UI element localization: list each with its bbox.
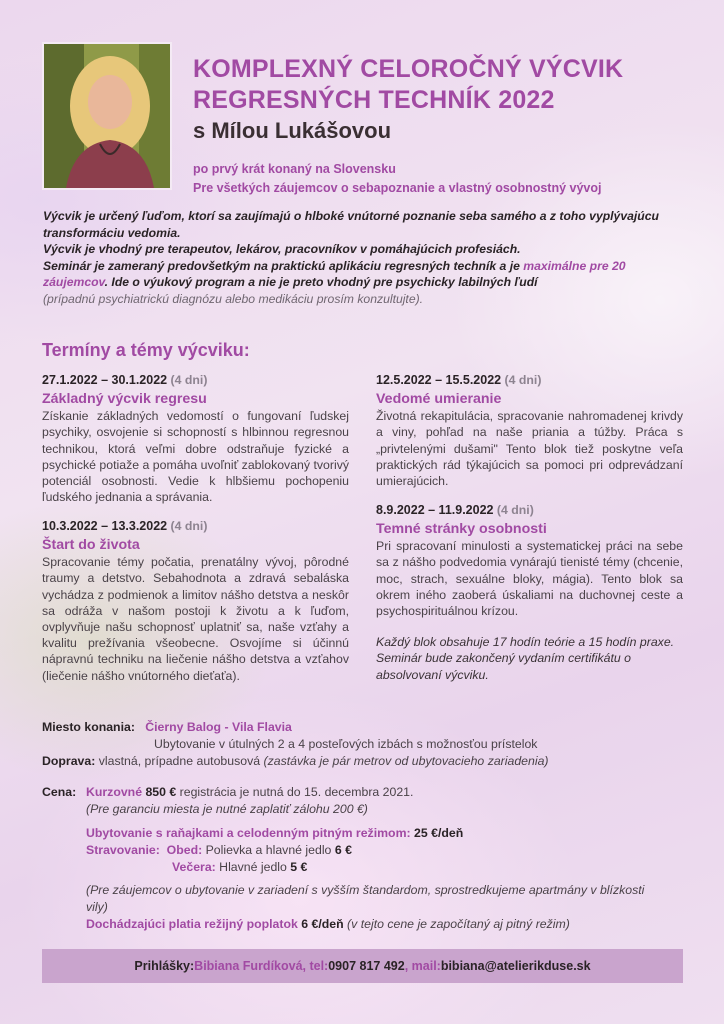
title-line-2: REGRESNÝCH TECHNÍK 2022 [193, 86, 555, 114]
footer-label: Prihlášky: [134, 959, 195, 973]
title-line-1: KOMPLEXNÝ CELOROČNÝ VÝCVIK [193, 55, 624, 83]
block-days: (4 dni) [170, 519, 208, 533]
page-title [193, 54, 693, 116]
price-label-text: Cena: [42, 785, 77, 799]
dinner-price: 5 € [290, 860, 308, 874]
lodging-label: Ubytovanie s raňajkami a celodenným pitným režimom: [86, 826, 411, 840]
closing-note: Každý blok obsahuje 17 hodín teórie a 15 hodín praxe. Seminár bude zakončený vydaním certifikátu o absolvovaní výcviku. [376, 635, 675, 682]
commuter-price: 6 €/deň [297, 917, 344, 931]
portrait-photo [42, 42, 172, 190]
block-title: Temné stránky osobnosti [376, 521, 547, 538]
venue-row [42, 719, 682, 736]
transport-note: (zastávka je pár metrov od ubytovacieho zariadenia) [263, 754, 549, 768]
apartment-note: (Pre záujemcov o ubytovanie v zariadení s vyšším štandardom, sprostredkujeme apartmány v blízkosti vily) [86, 883, 645, 914]
schedule-block-4 [376, 502, 683, 619]
course-label: Kurzovné [86, 785, 143, 799]
block-days: (4 dni) [504, 373, 542, 387]
intro-line-1: Výcvik je určený ľuďom, ktorí sa zaujímajú o hlboké vnútorné poznanie seba samého a z toho vyplývajúcu transformáciu vedomia. [43, 209, 659, 240]
block-text: Spracovanie témy počatia, prenatálny vývoj, pôrodné traumy a detstvo. Sebahodnota a zdravá sebaláska vychádza z podmienok a limitov nášho detstva a neskôr sa odráža v našom postoji k životu a k ľuďom, ovplyvňuje našu schopnosť uplatniť sa, naše vzťahy a kvalitu prežívania všeobecne. Osvojíme si účinnú nápravnú techniku na liečenie nášho detstva a vzťahov (liečenie nášho vnútorného dieťaťa). [42, 555, 349, 683]
course-price: 850 € [142, 785, 177, 799]
commuter-row [86, 916, 676, 933]
intro-line-3c: . Ide o výukový program a nie je preto vhodný pre psychicky labilných ľudí [104, 275, 538, 290]
intro-line-3 [43, 258, 683, 291]
footer-name: Bibiana Furdíková, tel: [194, 959, 329, 973]
block-text: Životná rekapitulácia, spracovanie nahromadenej krivdy a viny, pohľad na naše priania a túžby. Práca s „privtelenými dušami" Tento blok tiež poskytne veľa praktických rád týkajúcich sa pomoci pri odprevádzaní umierajúcich. [376, 409, 683, 489]
intro-max-participants: maximálne pre 20 záujemcov [43, 258, 626, 290]
venue-label: Miesto konania: [42, 720, 135, 734]
schedule-block-3 [376, 372, 683, 489]
lunch-price: 6 € [334, 843, 352, 857]
block-date: 8.9.2022 – 11.9.2022 [376, 503, 494, 517]
portrait-illustration [44, 44, 170, 188]
tagline [193, 160, 601, 198]
pricing-section [86, 784, 676, 933]
deposit-note: (Pre garanciu miesta je nutné zaplatiť zálohu 200 €) [86, 802, 368, 816]
course-row [86, 784, 676, 801]
block-days: (4 dni) [496, 503, 534, 517]
lunch-text: Polievka a hlavné jedlo [202, 843, 335, 857]
lunch-row [86, 842, 676, 859]
footer-phone[interactable]: 0907 817 492 [328, 959, 405, 973]
block-date: 12.5.2022 – 15.5.2022 [376, 373, 502, 387]
lunch-label: Obed: [166, 843, 203, 857]
lodging-price: 25 €/deň [410, 826, 464, 840]
registration-bar [42, 949, 683, 983]
block-date: 27.1.2022 – 30.1.2022 [42, 373, 168, 387]
tagline-line-1: po prvý krát konaný na Slovensku [193, 162, 396, 176]
footer-email-link[interactable]: bibiana@atelierikduse.sk [440, 959, 591, 973]
subtitle: s Mílou Lukášovou [193, 118, 392, 143]
transport-row [42, 753, 682, 770]
venue-name: Čierny Balog - Vila Flavia [145, 720, 292, 734]
block-date: 10.3.2022 – 13.3.2022 [42, 519, 168, 533]
board-label: Stravovanie: [86, 843, 160, 857]
block-text: Získanie základných vedomostí o fungovaní ľudskej psychiky, osvojenie si schopností s hlbinnou regresnou technikou, ktorá veľmi dobre odstraňuje fyzické a psychické potiaže a pomáha uvoľniť zablokovaný tvorivý potenciál osobnosti. Vedie k hlbšiemu pochopeniu ľudského jednania a správania. [42, 409, 349, 505]
intro-line-2: Výcvik je vhodný pre terapeutov, lekárov, pracovníkov v pomáhajúcich profesiách. [43, 242, 521, 257]
commuter-note: (v tejto cene je započítaný aj pitný režim) [343, 917, 570, 931]
lodging-row [86, 825, 676, 842]
course-text: registrácia je nutná do 15. decembra 2021. [176, 785, 414, 799]
block-title: Štart do života [42, 537, 140, 554]
block-title: Vedomé umieranie [376, 391, 502, 408]
intro-line-3a: Seminár je zameraný predovšetkým na praktickú aplikáciu regresných techník a je [43, 258, 524, 273]
schedule-heading: Termíny a témy výcviku: [42, 340, 250, 360]
block-title: Základný výcvik regresu [42, 391, 207, 408]
venue-text: Ubytovanie v útulných 2 a 4 posteľových izbách s možnosťou prístelok [154, 737, 538, 751]
transport-text: vlastná, prípadne autobusová [95, 754, 264, 768]
schedule-block-2 [42, 518, 349, 684]
dinner-text: Hlavné jedlo [215, 860, 291, 874]
footer-mail-label: , mail: [404, 959, 441, 973]
price-label [42, 784, 86, 801]
schedule-block-1 [42, 372, 349, 505]
logistics-section [42, 719, 682, 770]
block-text: Pri spracovaní minulosti a systematickej práci na sebe sa z nášho podvedomia vynárajú tienisté témy (chcenie, moc, strach, sexuálne bloky, mágia). Tento blok sa okrem iného zaoberá úskaliami na duchovnej ceste a psychospirituálnou krízou. [376, 539, 683, 619]
dinner-row [86, 859, 676, 876]
block-days: (4 dni) [170, 373, 208, 387]
intro-note: (prípadnú psychiatrickú diagnózu alebo medikáciu prosím konzultujte). [43, 291, 424, 306]
tagline-line-2: Pre všetkých záujemcov o sebapoznanie a vlastný osobnostný vývoj [193, 181, 602, 195]
dinner-label: Večera: [172, 860, 216, 874]
intro-paragraph [43, 208, 683, 308]
commuter-label: Dochádzajúci platia režijný poplatok [86, 917, 298, 931]
transport-label: Doprava: [42, 754, 96, 768]
